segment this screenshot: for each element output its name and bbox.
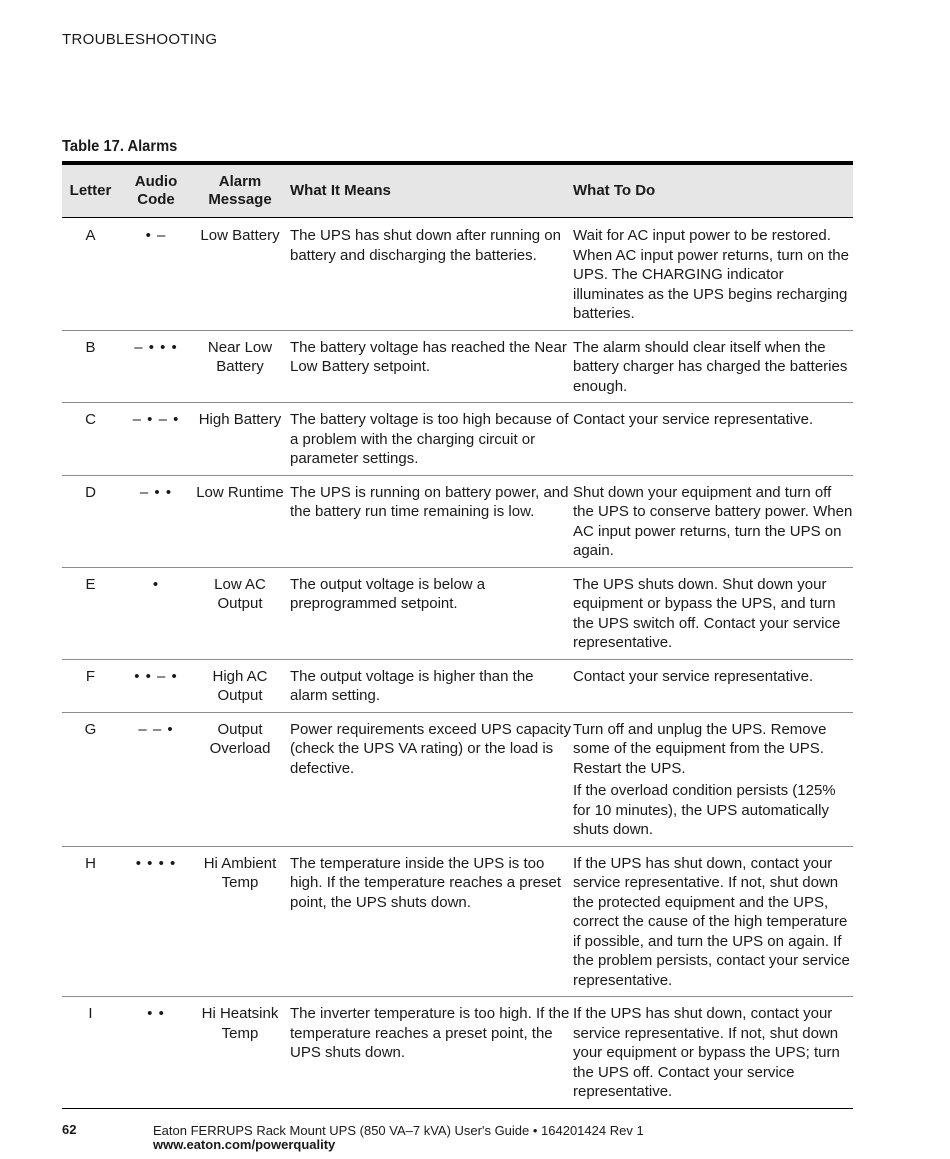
what-to-do — [573, 475, 853, 567]
audio-code: • • – • — [134, 667, 178, 685]
alarm-letter: E — [62, 567, 119, 659]
footer-url: www.eaton.com/powerquality — [153, 1137, 336, 1152]
what-to-do-paragraph: If the overload condition persists (125% for 10 minutes), the UPS automatically shuts down. — [573, 782, 836, 838]
what-it-means: The battery voltage has reached the Near Low Battery setpoint. — [287, 330, 573, 403]
what-to-do — [573, 712, 853, 846]
what-to-do — [573, 659, 853, 712]
audio-code: • • • • — [135, 854, 177, 872]
what-to-do — [573, 846, 853, 997]
what-to-do-paragraph: The UPS shuts down. Shut down your equipment or bypass the UPS, and turn the UPS switch off. Contact your service representative. — [573, 575, 841, 651]
alarm-message: High AC Output — [193, 659, 287, 712]
audio-code: • — [152, 575, 160, 593]
table-row — [62, 330, 853, 403]
table-title: Table 17. Alarms — [62, 138, 178, 155]
what-it-means: The temperature inside the UPS is too high. If the temperature reaches a preset point, the UPS shuts down. — [287, 846, 573, 997]
audio-code: – • • — [139, 483, 173, 501]
audio-code-cell — [119, 218, 193, 331]
audio-code-cell — [119, 997, 193, 1109]
table-row — [62, 567, 853, 659]
alarms-table — [62, 161, 853, 1109]
what-it-means: The UPS is running on battery power, and the battery run time remaining is low. — [287, 475, 573, 567]
what-it-means: The output voltage is below a preprogrammed setpoint. — [287, 567, 573, 659]
column-header-letter: Letter — [62, 163, 119, 218]
audio-code: • • — [147, 1005, 165, 1022]
alarm-rows — [62, 218, 853, 1109]
what-to-do — [573, 567, 853, 659]
audio-code: • – — [145, 227, 167, 244]
what-to-do-paragraph: Shut down your equipment and turn off the UPS to conserve battery power. When AC input power returns, turn the UPS on again. — [573, 483, 853, 559]
alarm-letter: G — [62, 712, 119, 846]
what-it-means: The battery voltage is too high because of a problem with the charging circuit or parameter settings. — [287, 403, 573, 476]
what-to-do-paragraph: Turn off and unplug the UPS. Remove some of the equipment from the UPS. Restart the UPS. — [573, 720, 827, 777]
alarm-letter: F — [62, 659, 119, 712]
column-header-alarm-message: Alarm Message — [193, 163, 287, 218]
table-row — [62, 712, 853, 846]
column-header-what-it-means: What It Means — [287, 163, 573, 218]
audio-code-cell — [119, 330, 193, 403]
alarm-message: Low Battery — [200, 227, 280, 244]
what-to-do — [573, 997, 853, 1109]
column-header-what-to-do: What To Do — [573, 163, 853, 218]
table-row — [62, 218, 853, 331]
what-to-do-paragraph: Contact your service representative. — [573, 411, 814, 428]
alarm-letter: A — [85, 227, 96, 244]
alarm-letter: D — [62, 475, 119, 567]
footer-document-title: Eaton FERRUPS Rack Mount UPS (850 VA–7 kVA) User's Guide • 164201424 Rev 1 — [153, 1123, 644, 1138]
audio-code: – • – • — [132, 411, 180, 428]
audio-code: – – • — [138, 720, 174, 738]
alarm-message: Output Overload — [193, 712, 287, 846]
alarm-letter: I — [62, 997, 119, 1109]
what-it-means: The output voltage is higher than the alarm setting. — [287, 659, 573, 712]
column-header-audio-code: Audio Code — [119, 163, 193, 218]
alarm-message: High Battery — [193, 403, 287, 476]
audio-code-cell — [119, 659, 193, 712]
section-header: TROUBLESHOOTING — [62, 31, 218, 48]
alarm-letter: B — [62, 330, 119, 403]
audio-code: – • • • — [134, 338, 178, 356]
audio-code-cell — [119, 846, 193, 997]
what-to-do — [573, 330, 853, 403]
audio-code-cell — [119, 712, 193, 846]
alarm-message: Low AC Output — [193, 567, 287, 659]
what-it-means: Power requirements exceed UPS capacity (check the UPS VA rating) or the load is defective. — [287, 712, 573, 846]
what-to-do-paragraph: If the UPS has shut down, contact your service representative. If not, shut down your equipment or bypass the UPS; turn the UPS off. Contact your service representative. — [573, 1005, 840, 1100]
what-to-do-paragraph: If the UPS has shut down, contact your service representative. If not, shut down the protected equipment and the UPS, correct the cause of the high temperature if possible, and turn the UPS on again. If the problem persists, contact your service representative. — [573, 854, 850, 989]
what-it-means: The inverter temperature is too high. If the temperature reaches a preset point, the UPS shuts down. — [287, 997, 573, 1109]
what-to-do-paragraph: Contact your service representative. — [573, 667, 814, 685]
page-number: 62 — [62, 1122, 77, 1137]
alarm-message: Near Low Battery — [193, 330, 287, 403]
audio-code-cell — [119, 475, 193, 567]
alarm-message: Low Runtime — [193, 475, 287, 567]
alarm-letter: H — [62, 846, 119, 997]
table-row — [62, 659, 853, 712]
table-row — [62, 403, 853, 476]
table-row — [62, 997, 853, 1109]
what-to-do-paragraph: The alarm should clear itself when the battery charger has charged the batteries enough. — [573, 338, 848, 395]
table-row — [62, 475, 853, 567]
alarm-message: Hi Heatsink Temp — [193, 997, 287, 1109]
audio-code-cell — [119, 567, 193, 659]
what-to-do — [573, 218, 853, 331]
alarm-letter: C — [62, 403, 119, 476]
audio-code-cell — [119, 403, 193, 476]
table-row — [62, 846, 853, 997]
alarm-message: Hi Ambient Temp — [193, 846, 287, 997]
what-it-means: The UPS has shut down after running on battery and discharging the batteries. — [290, 227, 561, 264]
what-to-do-paragraph: Wait for AC input power to be restored. When AC input power returns, turn on the UPS. The CHARGING indicator illuminates as the UPS begins recharging batteries. — [573, 227, 849, 322]
what-to-do — [573, 403, 853, 476]
table-header-row — [62, 163, 853, 218]
